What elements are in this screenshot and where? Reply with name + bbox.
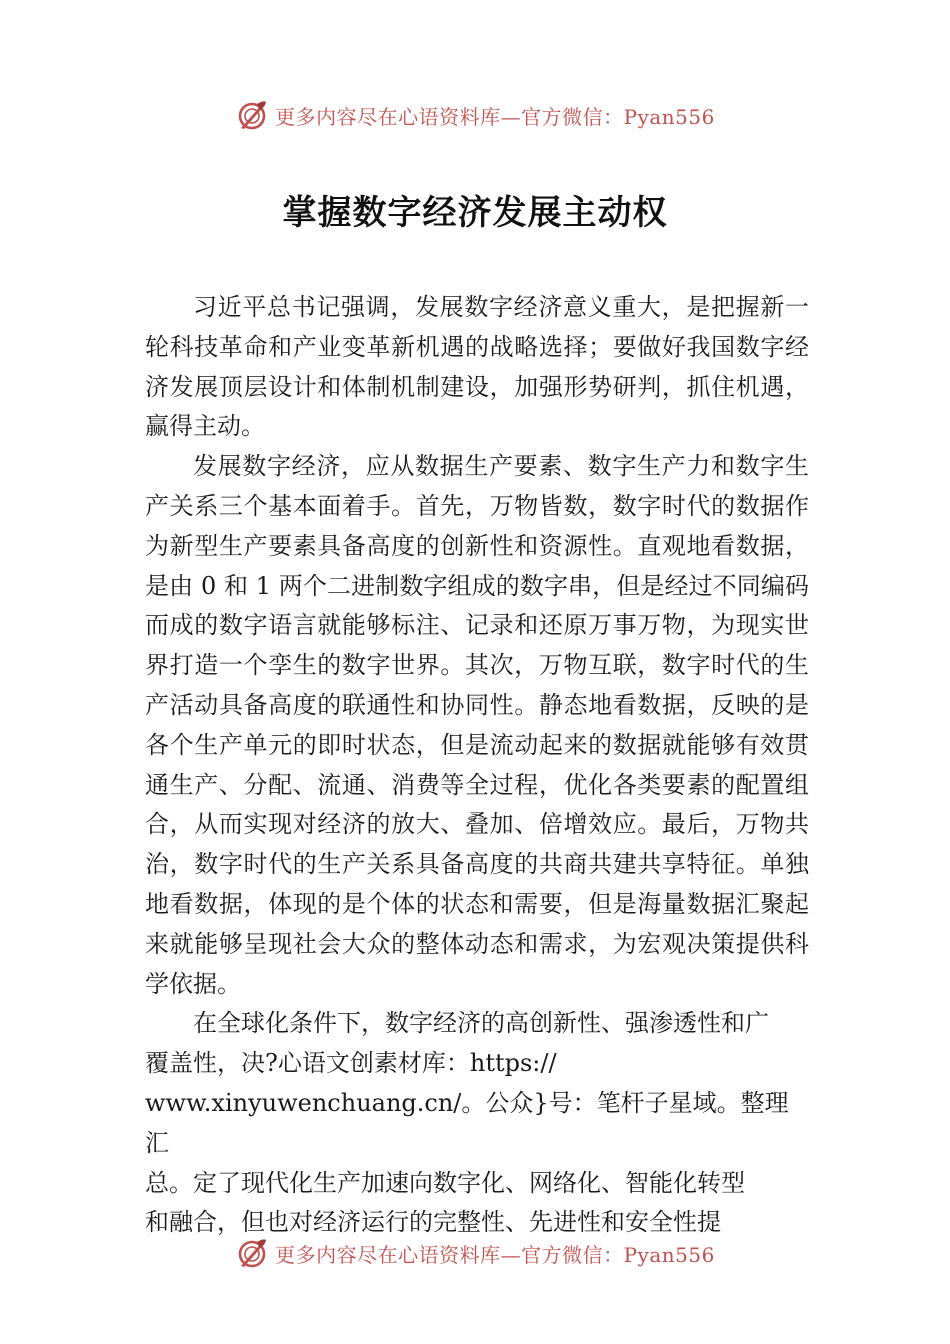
quill-seal-icon xyxy=(235,1236,269,1270)
footer-banner xyxy=(0,1231,950,1275)
paragraph-3-line-3: www.xinyuwenchuang.cn/。公众}号：笔杆子星域。整理汇 xyxy=(145,1088,789,1157)
quill-seal-icon xyxy=(235,98,269,132)
paragraph-3-line-1: 在全球化条件下，数字经济的高创新性、强渗透性和广 xyxy=(193,1009,769,1038)
paragraph-3-line-2: 覆盖性，决?心语文创素材库：https:// xyxy=(145,1049,557,1078)
paragraph-3-line-5: 和融合，但也对经济运行的完整性、先进性和安全性提 xyxy=(145,1208,721,1237)
paragraph-3-line-4: 总。定了现代化生产加速向数字化、网络化、智能化转型 xyxy=(145,1168,745,1197)
document-body xyxy=(145,288,809,1243)
banner-text: 更多内容尽在心语资料库—官方微信：Pyan556 xyxy=(275,104,715,129)
banner-text: 更多内容尽在心语资料库—官方微信：Pyan556 xyxy=(275,1242,715,1267)
paragraph-3-continuation xyxy=(145,1044,809,1243)
paragraph-3 xyxy=(145,1004,785,1044)
paragraph-2: 发展数字经济，应从数据生产要素、数字生产力和数字生产关系三个基本面着手。首先，万物皆数，数字时代的数据作为新型生产要素具备高度的创新性和资源性。直观地看数据，是由 0 和 1 两个二进制数字组成的数字串，但是经过不同编码而成的数字语言就能够标注、记录和还原万事万物，为现实世界打造一个孪生的数字世界。其次，万物互联，数字时代的生产活动具备高度的联通性和协同性。静态地看数据，反映的是各个生产单元的即时状态，但是流动起来的数据就能够有效贯通生产、分配、流通、消费等全过程，优化各类要素的配置组合，从而实现对经济的放大、叠加、倍增效应。最后，万物共治，数字时代的生产关系具备高度的共商共建共享特征。单独地看数据，体现的是个体的状态和需要，但是海量数据汇聚起来就能够呈现社会大众的整体动态和需求，为宏观决策提供科学依据。 xyxy=(145,452,809,998)
header-banner xyxy=(0,93,950,137)
paragraph-1: 习近平总书记强调，发展数字经济意义重大，是把握新一轮科技革命和产业变革新机遇的战略选择；要做好我国数字经济发展顶层设计和体制机制建设，加强形势研判，抓住机遇，赢得主动。 xyxy=(145,293,809,441)
document-title: 掌握数字经济发展主动权 xyxy=(282,193,668,233)
